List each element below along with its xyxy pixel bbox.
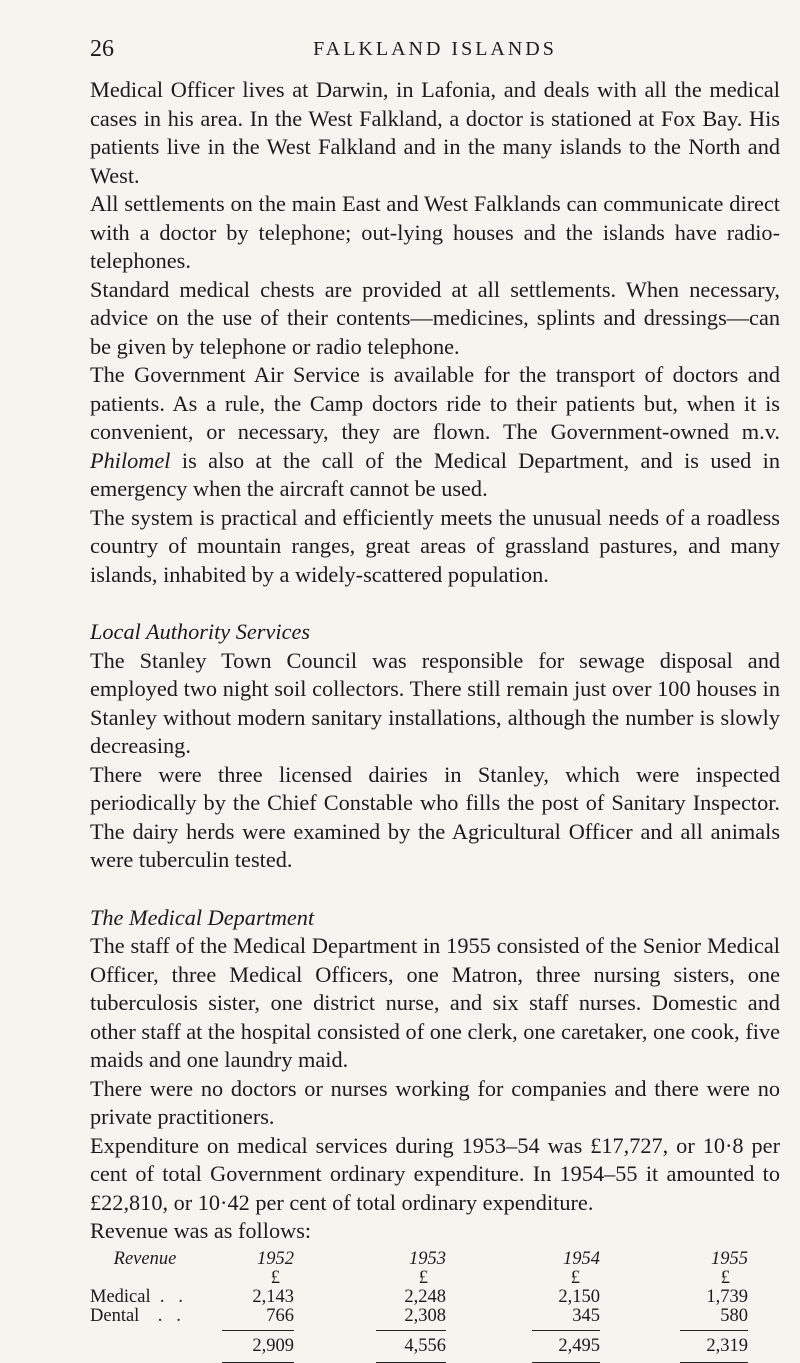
table-cell: 580 <box>720 1305 748 1326</box>
divider <box>680 1362 748 1363</box>
page-body <box>90 76 780 1363</box>
table-cell: 2,150 <box>558 1286 600 1307</box>
paragraph: The staff of the Medical Department in 1955 consisted of the Senior Medical Officer, three Medical Officers, one Matron, three nursing sisters, one tuberculosis sister, one district nurse, and six staff nurses. Domestic and other staff at the hospital consisted of one clerk, one caretaker, one cook, five maids and one laundry maid. <box>90 933 780 1072</box>
table-header-row <box>90 1250 748 1269</box>
paragraph: The Stanley Town Council was responsible for sewage disposal and employed two night soil collectors. There still remain just over 100 houses in Stanley without modern sanitary installations, although the number is slowly decreasing. <box>90 647 780 758</box>
paragraph: Expenditure on medical services during 1953–54 was £17,727, or 10·8 per cent of total Government ordinary expenditure. In 1954–55 it amounted to £22,810, or 10·42 per cent of total ordinary expenditure. <box>90 1132 780 1215</box>
table-total: 4,556 <box>404 1335 446 1356</box>
section-heading: The Medical Department <box>90 904 315 930</box>
paragraph: Standard medical chests are provided at all settlements. When necessary, advice on the use of their contents—medicines, splints and dressings—can be given by telephone or radio telephone. <box>90 276 780 359</box>
ship-name: Philomel <box>90 447 171 473</box>
divider <box>222 1362 294 1363</box>
table-cell: 2,308 <box>404 1305 446 1326</box>
section-heading: Local Authority Services <box>90 619 311 644</box>
divider <box>376 1362 446 1363</box>
table-header: 1954 <box>563 1248 600 1269</box>
table-header: Revenue <box>113 1248 177 1269</box>
paragraph: All settlements on the main East and West Falklands can communicate direct with a doctor by telephone; out-lying houses and the islands have radio-telephones. <box>90 191 780 273</box>
table-total: 2,319 <box>706 1335 748 1356</box>
table-rule <box>90 1356 748 1363</box>
table-cell: 766 <box>266 1305 294 1326</box>
table-row-label: Dental . . <box>90 1305 181 1326</box>
table-cell: 2,143 <box>252 1286 294 1307</box>
table-row-label: Medical . . <box>90 1286 183 1307</box>
table-units-row <box>90 1269 748 1288</box>
paragraph: Revenue was as follows: <box>90 1218 312 1243</box>
page-number: 26 <box>90 36 114 62</box>
paragraph-text: is also at the call of the Medical Department, and is used in emergency when the aircraft cannot be used. <box>90 447 780 501</box>
table-cell: 1,739 <box>706 1286 748 1307</box>
divider <box>532 1362 600 1363</box>
paragraph: There were no doctors or nurses working for companies and there were no private practitioners. <box>90 1075 780 1129</box>
table-cell: £ <box>570 1267 580 1288</box>
table-cell <box>90 1269 200 1288</box>
paragraph: The system is practical and efficiently meets the unusual needs of a roadless country of mountain ranges, great areas of grassland pastures, and many islands, inhabited by a widely-scattered population. <box>90 504 780 587</box>
table-total: 2,495 <box>558 1335 600 1356</box>
running-head: FALKLAND ISLANDS <box>313 38 557 60</box>
table-cell: £ <box>270 1267 280 1288</box>
table-row <box>90 1307 748 1326</box>
table-cell: 2,248 <box>404 1286 446 1307</box>
paragraph: There were three licensed dairies in Stanley, which were inspected periodically by the Chief Constable who fills the post of Sanitary Inspector. The dairy herds were examined by the Agricultural Officer and all animals were tuberculin tested. <box>90 761 780 872</box>
table-row <box>90 1288 748 1307</box>
paragraph: Medical Officer lives at Darwin, in Lafonia, and deals with all the medical cases in his area. In the West Falkland, a doctor is stationed at Fox Bay. His patients live in the West Falkland and in the many islands to the North and West. <box>90 77 780 188</box>
page-header <box>90 36 780 66</box>
table-header: 1952 <box>257 1248 294 1269</box>
table-total-row <box>90 1331 748 1356</box>
table-cell: £ <box>720 1267 730 1288</box>
table-total: 2,909 <box>252 1335 294 1356</box>
paragraph-text: The Government Air Service is available for the transport of doctors and patients. As a rule, the Camp doctors ride to their patients but, when it is convenient, or necessary, they are flown. The Government-owned m.v. <box>90 362 780 444</box>
table-header: 1953 <box>409 1248 446 1269</box>
table-header: 1955 <box>711 1248 748 1269</box>
table-cell: 345 <box>572 1305 600 1326</box>
paragraph <box>90 361 780 504</box>
table-cell: £ <box>418 1267 428 1288</box>
